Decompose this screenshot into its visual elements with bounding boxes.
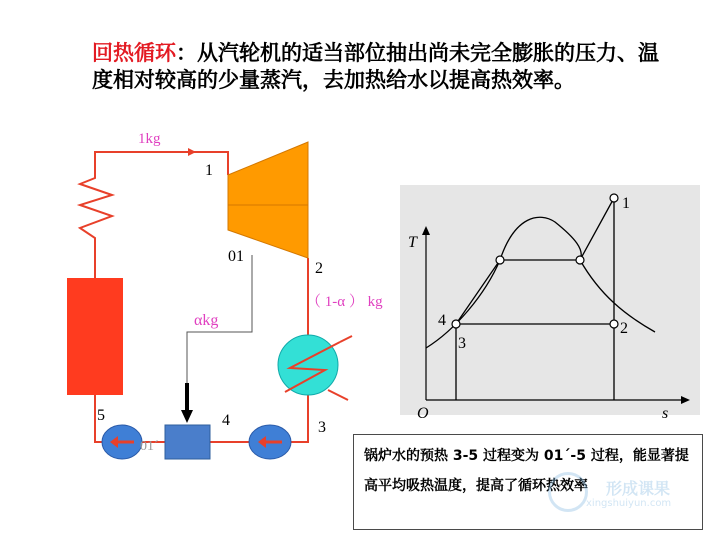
extraction-arrow-icon <box>181 410 193 423</box>
label-point-01-prime: 01´ <box>140 439 159 454</box>
label-point-4: 4 <box>222 412 230 429</box>
ts-label-2: 2 <box>620 320 628 337</box>
ts-label-3: 3 <box>458 335 466 352</box>
watermark-url: xingshuiyun.com <box>586 498 672 509</box>
watermark-text: 形成课果 <box>606 479 671 498</box>
ts-axis-s-label: s <box>662 405 669 422</box>
label-point-2: 2 <box>315 260 323 277</box>
ts-sat-liquid-marker <box>496 256 504 264</box>
condenser-coil-in <box>340 336 352 342</box>
flow-label-remain: （ 1-α ） kg <box>306 294 383 310</box>
label-point-5: 5 <box>97 407 105 424</box>
ts-axis-t-label: T <box>408 234 417 251</box>
turbine <box>228 142 308 258</box>
explanation-note: 锅炉水的预热 3-5 过程变为 01´-5 过程，能显著提高平均吸热温度，提高了循环热效率 <box>353 434 703 530</box>
ts-origin-label: O <box>417 405 429 422</box>
flow-label-1kg: 1kg <box>138 131 161 147</box>
flow-arrow-head <box>188 148 196 156</box>
condenser <box>278 335 338 395</box>
heading-highlight: 回热循环 <box>92 41 176 65</box>
condenser-coil-out <box>328 390 348 400</box>
boiler <box>67 278 123 395</box>
label-point-3: 3 <box>318 419 326 436</box>
ts-point-4-marker <box>452 320 460 328</box>
ts-sat-vapor-marker <box>576 256 584 264</box>
ts-label-1: 1 <box>622 195 630 212</box>
ts-label-4: 4 <box>438 312 446 329</box>
ts-point-2-marker <box>610 320 618 328</box>
feedwater-heater <box>165 425 210 459</box>
flow-label-alpha: αkg <box>194 312 219 329</box>
ts-point-1-marker <box>610 194 618 202</box>
label-point-01: 01 <box>228 248 244 265</box>
heading-text: ：从汽轮机的适当部位抽出尚未完全膨胀的压力、温度相对较高的少量蒸汽，去加热给水以提高热效率。 <box>92 41 659 92</box>
extraction-line <box>187 255 252 410</box>
extraction-arrow-shaft <box>185 383 189 411</box>
label-point-1: 1 <box>205 162 213 179</box>
